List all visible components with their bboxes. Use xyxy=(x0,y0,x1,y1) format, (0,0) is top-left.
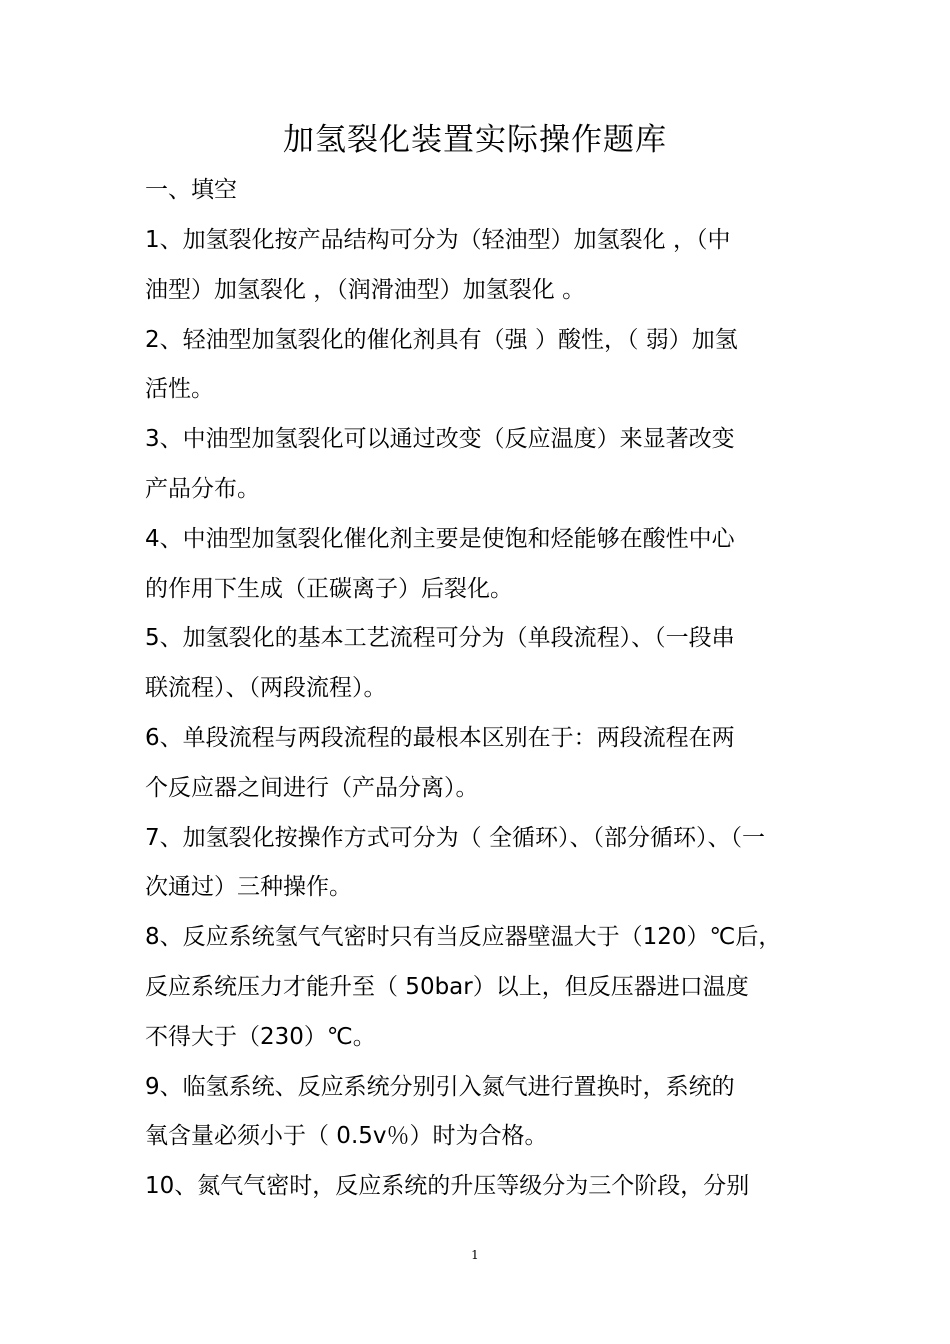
page-number: 1 xyxy=(471,1248,479,1262)
section-heading: 一、填空 xyxy=(145,177,237,203)
text-line: 6、单段流程与两段流程的最根本区别在于：两段流程在两 xyxy=(145,724,735,751)
text-line: 反应系统压力才能升至（ 50bar）以上，但反压器进口温度 xyxy=(145,973,749,1000)
text-line: 5、加氢裂化的基本工艺流程可分为（单段流程）、（一段串 xyxy=(145,625,735,652)
text-line: 油型）加氢裂化 ，（润滑油型）加氢裂化 。 xyxy=(145,276,586,303)
text-line: 4、中油型加氢裂化催化剂主要是使饱和烃能够在酸性中心 xyxy=(145,525,735,552)
text-line: 次通过）三种操作。 xyxy=(145,874,352,901)
text-line: 不得大于（230）℃。 xyxy=(145,1023,376,1050)
text-line: 7、加氢裂化按操作方式可分为（ 全循环）、（部分循环）、（一 xyxy=(145,824,765,851)
question-list xyxy=(145,220,825,1216)
text-line: 1、加氢裂化按产品结构可分为（轻油型）加氢裂化 ，（中 xyxy=(145,227,731,253)
text-line: 9、临氢系统、反应系统分别引入氮气进行置换时，系统的 xyxy=(145,1073,735,1100)
text-line: 产品分布。 xyxy=(145,475,260,502)
text-line: 2、轻油型加氢裂化的催化剂具有（强 ）酸性，（ 弱）加氢 xyxy=(145,326,738,353)
document-title: 加氢裂化装置实际操作题库 xyxy=(283,122,667,158)
text-line: 个反应器之间进行（产品分离）。 xyxy=(145,774,479,801)
text-line: 活性。 xyxy=(145,376,214,403)
text-line: 联流程）、（两段流程）。 xyxy=(145,675,387,702)
text-line: 10、氮气气密时，反应系统的升压等级分为三个阶段，分别 xyxy=(145,1173,750,1200)
text-line: 的作用下生成（正碳离子）后裂化。 xyxy=(145,575,513,602)
text-line: 氧含量必须小于（ 0.5v％）时为合格。 xyxy=(145,1123,548,1150)
text-line: 8、反应系统氢气气密时只有当反应器壁温大于（120）℃后， xyxy=(145,924,782,951)
text-line: 3、中油型加氢裂化可以通过改变（反应温度）来显著改变 xyxy=(145,426,735,453)
